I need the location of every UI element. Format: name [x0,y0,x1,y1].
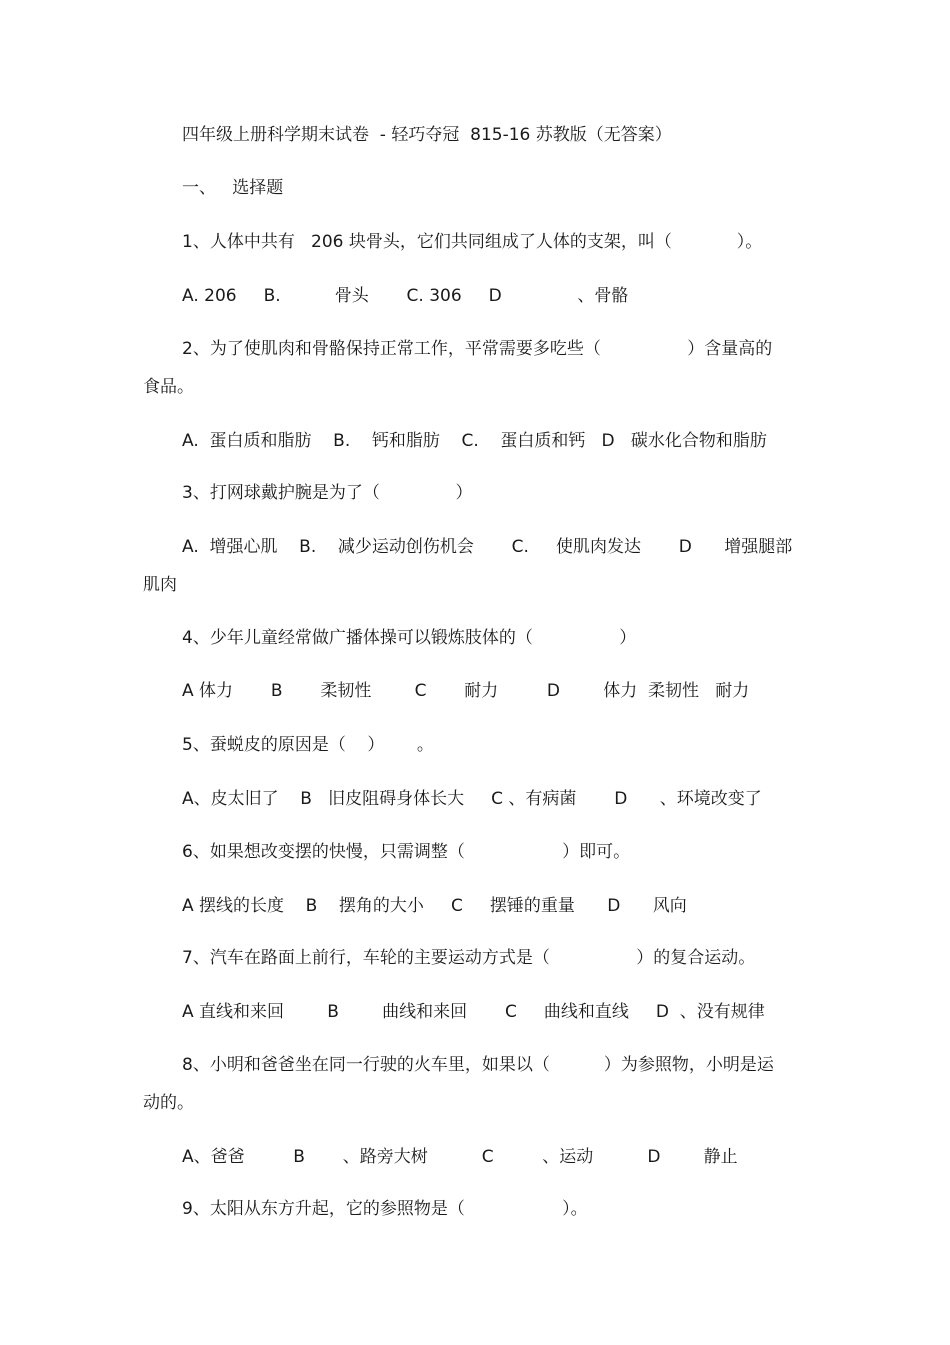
question-9: 9、太阳从东方升起，它的参照物是（ ）。 [182,1199,588,1219]
question-5-options: A、皮太旧了 B 旧皮阻碍身体长大 C 、有病菌 D 、环境改变了 [182,789,762,809]
question-6-options: A 摆线的长度 B 摆角的大小 C 摆锤的重量 D 风向 [182,896,687,916]
question-3: 3、打网球戴护腕是为了（ ） [182,483,473,503]
question-5: 5、蚕蜕皮的原因是（ ） 。 [182,735,434,755]
section-heading: 一、 选择题 [182,178,284,198]
question-1: 1、人体中共有 206 块骨头，它们共同组成了人体的支架，叫（ ）。 [182,232,763,252]
question-3-options: A. 增强心肌 B. 减少运动创伤机会 C. 使肌肉发达 D 增强腿部 [182,537,793,557]
question-3-options-continuation: 肌肉 [143,575,177,595]
question-1-options: A. 206 B. 骨头 C. 306 D 、骨骼 [182,286,629,306]
question-4: 4、少年儿童经常做广播体操可以锻炼肢体的（ ） [182,628,637,648]
question-7: 7、汽车在路面上前行，车轮的主要运动方式是（ ）的复合运动。 [182,948,756,968]
question-6: 6、如果想改变摆的快慢，只需调整（ ）即可。 [182,842,631,862]
question-4-options: A 体力 B 柔韧性 C 耐力 D 体力 柔韧性 耐力 [182,681,750,701]
question-2-continuation: 食品。 [143,377,194,397]
question-2: 2、为了使肌肉和骨骼保持正常工作，平常需要多吃些（ ）含量高的 [182,339,773,359]
document-title: 四年级上册科学期末试卷 - 轻巧夺冠 815-16 苏教版（无答案） [182,125,672,145]
question-2-options: A. 蛋白质和脂肪 B. 钙和脂肪 C. 蛋白质和钙 D 碳水化合物和脂肪 [182,431,767,451]
question-8: 8、小明和爸爸坐在同一行驶的火车里，如果以（ ）为参照物，小明是运 [182,1055,774,1075]
question-8-continuation: 动的。 [143,1093,194,1113]
question-7-options: A 直线和来回 B 曲线和来回 C 曲线和直线 D 、没有规律 [182,1002,765,1022]
question-8-options: A、爸爸 B 、路旁大树 C 、运动 D 静止 [182,1147,738,1167]
